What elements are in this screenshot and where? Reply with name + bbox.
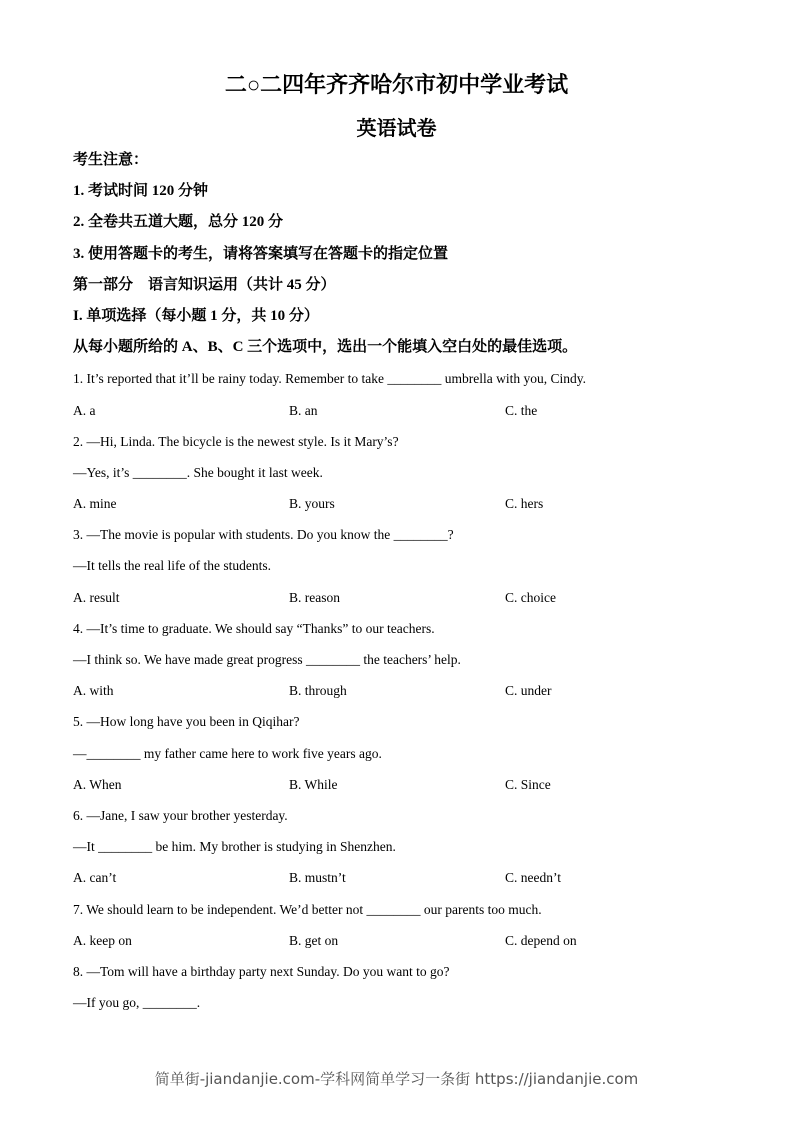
options-row [73,925,733,956]
question-text: —If you go, ________. [73,995,201,1011]
answer-option: B. mustn’t [289,870,346,886]
question-text: —________ my father came here to work five years ago. [73,745,382,761]
question-text: 2. —Hi, Linda. The bicycle is the newest style. Is it Mary’s? [73,433,399,449]
answer-option: C. under [505,683,552,699]
answer-option: A. with [73,683,114,699]
question-text: 4. —It’s time to graduate. We should say “Thanks” to our teachers. [73,620,435,636]
answer-option: B. an [289,402,318,418]
answer-option: C. hers [505,496,544,512]
exam-subtitle: 英语试卷 [356,118,437,140]
note-item: 2. 全卷共五道大题，总分 120 分 [73,214,284,231]
question-text: —It ________ be him. My brother is studying in Shenzhen. [73,839,396,855]
notes-heading: 考生注意： [73,152,149,168]
question-text: 7. We should learn to be independent. We’d better not ________ our parents too much. [73,901,542,917]
question-text: —It tells the real life of the students. [73,558,271,574]
options-row [73,395,733,426]
answer-option: A. mine [73,496,117,512]
answer-option: B. reason [289,589,340,605]
question-text: 8. —Tom will have a birthday party next Sunday. Do you want to go? [73,963,450,979]
exam-title: 二○二四年齐齐哈尔市初中学业考试 [224,72,569,97]
exam-body [73,145,733,1018]
answer-option: B. yours [289,496,335,512]
answer-option: C. needn’t [505,870,561,886]
answer-option: A. When [73,776,122,792]
question-text: 1. It’s reported that it’ll be rainy today. Remember to take ________ umbrella with you, Cindy. [73,371,587,387]
answer-option: A. result [73,589,120,605]
answer-option: A. can’t [73,870,117,886]
options-row [73,488,733,519]
answer-option: A. keep on [73,932,132,948]
answer-option: C. Since [505,776,551,792]
answer-option: B. through [289,683,347,699]
answer-option: B. While [289,776,338,792]
question-text: 5. —How long have you been in Qiqihar? [73,714,300,730]
answer-option: C. choice [505,589,556,605]
options-row [73,675,733,706]
options-row [73,769,733,800]
question-list [73,363,733,1018]
options-row [73,582,733,613]
section-heading: I. 单项选择（每小题 1 分，共 10 分） [73,307,319,324]
options-row [73,862,733,893]
answer-option: C. the [505,402,538,418]
answer-option: C. depend on [505,932,577,948]
question-text: —I think so. We have made great progress ________ the teachers’ help. [73,652,461,667]
watermark-footer: 简单街-jiandanjie.com-学科网简单学习一条街 https://jiandanjie.com [154,1070,639,1088]
answer-option: B. get on [289,932,339,948]
answer-option: A. a [73,402,96,418]
note-item: 1. 考试时间 120 分钟 [73,183,209,200]
section-instruction: 从每小题所给的 A、B、C 三个选项中，选出一个能填入空白处的最佳选项。 [73,339,578,356]
question-text: 3. —The movie is popular with students. Do you know the ________? [73,527,454,543]
note-item: 3. 使用答题卡的考生，请将答案填写在答题卡的指定位置 [73,245,449,262]
question-text: —Yes, it’s ________. She bought it last week. [73,464,323,480]
part-heading: 第一部分 语言知识运用（共计 45 分） [73,276,336,293]
question-text: 6. —Jane, I saw your brother yesterday. [73,807,288,823]
